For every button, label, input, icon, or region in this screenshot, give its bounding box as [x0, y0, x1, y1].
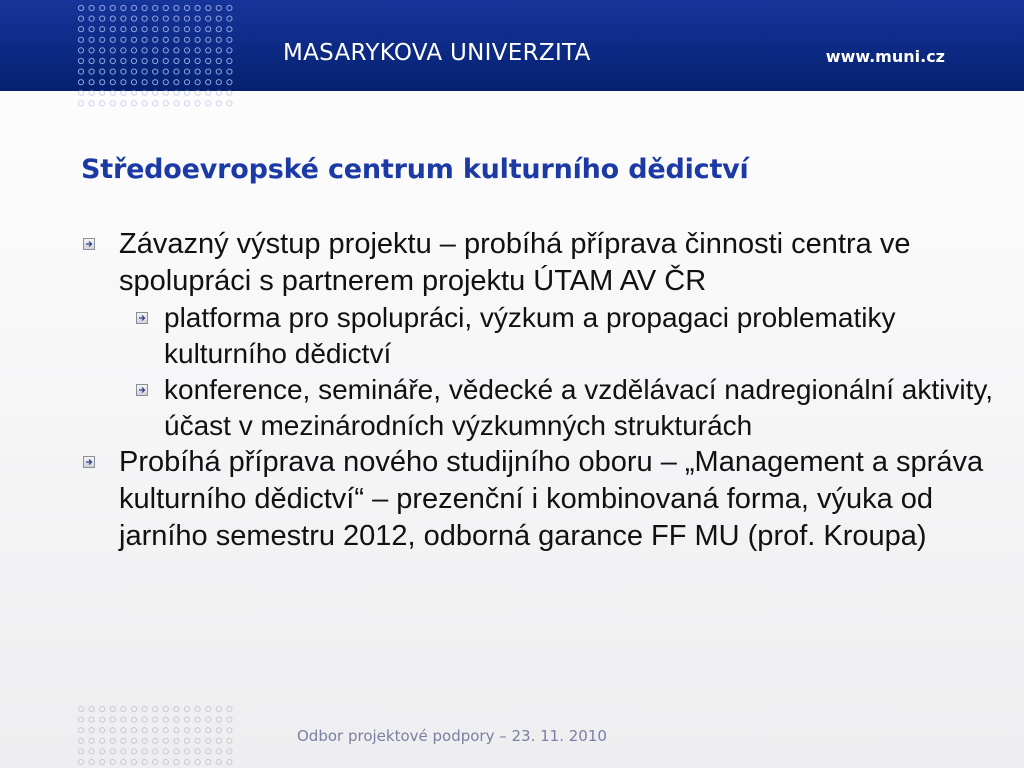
- dot: [110, 717, 115, 722]
- dot: [216, 759, 221, 764]
- dot: [206, 80, 211, 85]
- dot: [131, 27, 136, 32]
- dot: [195, 728, 200, 733]
- dot: [78, 69, 83, 74]
- dot: [195, 80, 200, 85]
- dot: [195, 749, 200, 754]
- dot: [142, 717, 147, 722]
- dot: [131, 759, 136, 764]
- dot: [163, 759, 168, 764]
- dot: [174, 27, 179, 32]
- dot: [153, 5, 158, 10]
- dot: [110, 58, 115, 63]
- dot: [174, 80, 179, 85]
- dot: [195, 58, 200, 63]
- dot: [142, 27, 147, 32]
- dot: [206, 759, 211, 764]
- dot: [121, 738, 126, 743]
- dot: [78, 101, 83, 106]
- dot: [121, 16, 126, 21]
- dot: [195, 706, 200, 711]
- dot: [195, 37, 200, 42]
- dot: [184, 80, 189, 85]
- dot: [206, 37, 211, 42]
- dot: [206, 749, 211, 754]
- dot: [121, 749, 126, 754]
- dot: [78, 738, 83, 743]
- dot: [89, 69, 94, 74]
- dot: [206, 90, 211, 95]
- dot: [142, 759, 147, 764]
- website-link[interactable]: www.muni.cz: [825, 47, 945, 66]
- bullet-text: Závazný výstup projektu – probíhá příprava činnosti centra ve spolupráci s partnerem projektu ÚTAM AV ČR: [119, 228, 911, 297]
- dot: [195, 90, 200, 95]
- dot: [121, 759, 126, 764]
- dot: [195, 48, 200, 53]
- dot: [163, 706, 168, 711]
- dot: [153, 80, 158, 85]
- dot: [153, 90, 158, 95]
- dot: [227, 749, 232, 754]
- dot: [131, 5, 136, 10]
- dot: [142, 90, 147, 95]
- dot: [89, 738, 94, 743]
- dot: [174, 37, 179, 42]
- dot: [163, 80, 168, 85]
- dot: [216, 706, 221, 711]
- dot: [121, 101, 126, 106]
- dot: [174, 706, 179, 711]
- dot: [163, 27, 168, 32]
- dot: [227, 58, 232, 63]
- dot: [174, 90, 179, 95]
- dot: [195, 738, 200, 743]
- dot: [131, 16, 136, 21]
- dot: [89, 749, 94, 754]
- dot: [216, 101, 221, 106]
- dot: [121, 706, 126, 711]
- dot: [89, 706, 94, 711]
- dot: [184, 16, 189, 21]
- dot: [206, 48, 211, 53]
- dot: [227, 27, 232, 32]
- dot: [153, 706, 158, 711]
- dot: [216, 58, 221, 63]
- dot: [78, 706, 83, 711]
- dot: [142, 101, 147, 106]
- dot: [131, 717, 136, 722]
- dot: [100, 101, 105, 106]
- dot: [100, 48, 105, 53]
- dot: [206, 16, 211, 21]
- dot: [153, 759, 158, 764]
- dot: [110, 69, 115, 74]
- dot: [153, 728, 158, 733]
- dot: [78, 48, 83, 53]
- dot: [216, 728, 221, 733]
- dot: [163, 5, 168, 10]
- dot: [131, 69, 136, 74]
- dot: [142, 738, 147, 743]
- dot: [78, 5, 83, 10]
- dot: [142, 69, 147, 74]
- dot: [131, 58, 136, 63]
- dot: [174, 749, 179, 754]
- arrow-box-icon: [83, 238, 95, 250]
- dot: [216, 717, 221, 722]
- dot: [131, 738, 136, 743]
- dot: [78, 759, 83, 764]
- arrow-box-icon: [136, 384, 148, 396]
- dot: [227, 37, 232, 42]
- dot: [110, 48, 115, 53]
- dot: [110, 749, 115, 754]
- bullet-text: Probíhá příprava nového studijního oboru – „Management a správa kulturního dědictví“ – prezenční i kombinovaná forma, výuka od jarního semestru 2012, odborná garance FF MU (prof. Kroupa): [119, 446, 984, 552]
- subbullet-text: konference, semináře, vědecké a vzdělávací nadregionální aktivity, účast v mezinárodních výzkumných strukturách: [164, 374, 994, 441]
- dot: [206, 706, 211, 711]
- dot: [121, 69, 126, 74]
- dot: [163, 717, 168, 722]
- dot: [121, 27, 126, 32]
- dot: [153, 101, 158, 106]
- dot: [110, 101, 115, 106]
- dot: [184, 5, 189, 10]
- dot: [142, 48, 147, 53]
- dot: [227, 728, 232, 733]
- dot: [184, 706, 189, 711]
- dot: [216, 37, 221, 42]
- dot: [216, 80, 221, 85]
- bullet-item: [80, 226, 1000, 300]
- dot: [78, 37, 83, 42]
- dot: [163, 48, 168, 53]
- dot: [227, 90, 232, 95]
- arrow-box-icon: [136, 312, 148, 324]
- dot: [89, 101, 94, 106]
- dot: [89, 5, 94, 10]
- dot: [110, 37, 115, 42]
- dot: [100, 16, 105, 21]
- dot: [184, 69, 189, 74]
- university-name: MASARYKOVA UNIVERZITA: [283, 40, 591, 66]
- dot: [153, 48, 158, 53]
- dot: [121, 90, 126, 95]
- dot: [100, 80, 105, 85]
- dot: [100, 90, 105, 95]
- dot: [153, 738, 158, 743]
- dot: [78, 27, 83, 32]
- dot: [78, 80, 83, 85]
- footer-text: Odbor projektové podpory – 23. 11. 2010: [297, 727, 607, 745]
- dot: [206, 738, 211, 743]
- dot: [195, 16, 200, 21]
- dot: [163, 749, 168, 754]
- dot: [163, 738, 168, 743]
- dot: [174, 759, 179, 764]
- dot: [227, 717, 232, 722]
- dot: [227, 69, 232, 74]
- subbullet-item: [80, 300, 1000, 372]
- dot: [110, 706, 115, 711]
- dot: [153, 69, 158, 74]
- dot: [216, 16, 221, 21]
- dot: [142, 16, 147, 21]
- dot: [131, 728, 136, 733]
- subbullet-text: platforma pro spolupráci, výzkum a propagaci problematiky kulturního dědictví: [164, 302, 896, 369]
- dot: [153, 749, 158, 754]
- dot: [142, 5, 147, 10]
- dot: [227, 101, 232, 106]
- dot: [89, 48, 94, 53]
- subbullet-item: [80, 372, 1000, 444]
- dot: [131, 80, 136, 85]
- dot: [78, 717, 83, 722]
- dot: [174, 717, 179, 722]
- dot: [184, 90, 189, 95]
- dot: [163, 37, 168, 42]
- dot: [163, 16, 168, 21]
- dot: [89, 717, 94, 722]
- dot: [78, 58, 83, 63]
- dot: [78, 728, 83, 733]
- dot: [184, 58, 189, 63]
- dot: [142, 706, 147, 711]
- dot: [216, 5, 221, 10]
- dot: [153, 37, 158, 42]
- dot: [110, 728, 115, 733]
- dot: [89, 759, 94, 764]
- dot: [206, 728, 211, 733]
- dot: [142, 80, 147, 85]
- dot: [227, 706, 232, 711]
- dot: [195, 717, 200, 722]
- dot: [89, 27, 94, 32]
- dot: [100, 37, 105, 42]
- dot: [89, 728, 94, 733]
- dot: [121, 717, 126, 722]
- dot: [131, 749, 136, 754]
- dot-grid-pattern-top: [76, 3, 241, 113]
- dot: [174, 58, 179, 63]
- dot: [184, 717, 189, 722]
- dot: [163, 101, 168, 106]
- arrow-box-icon: [83, 456, 95, 468]
- dot: [131, 90, 136, 95]
- dot-grid-pattern-bottom: [76, 704, 241, 768]
- dot: [142, 749, 147, 754]
- slide-title: Středoevropské centrum kulturního dědictví: [81, 154, 749, 185]
- dot: [174, 5, 179, 10]
- dot: [227, 5, 232, 10]
- dot: [142, 37, 147, 42]
- dot: [110, 80, 115, 85]
- dot: [121, 58, 126, 63]
- dot: [110, 759, 115, 764]
- dot: [174, 738, 179, 743]
- dot: [184, 738, 189, 743]
- dot: [110, 16, 115, 21]
- dot: [142, 58, 147, 63]
- dot: [89, 37, 94, 42]
- dot: [227, 738, 232, 743]
- dot: [174, 48, 179, 53]
- header-bar: [0, 0, 1024, 91]
- dot: [163, 728, 168, 733]
- dot: [184, 27, 189, 32]
- dot: [174, 728, 179, 733]
- dot: [78, 749, 83, 754]
- dot: [121, 728, 126, 733]
- dot: [100, 27, 105, 32]
- dot: [163, 90, 168, 95]
- dot: [78, 16, 83, 21]
- dot: [121, 5, 126, 10]
- dot: [206, 58, 211, 63]
- dot: [216, 27, 221, 32]
- dot: [206, 27, 211, 32]
- dot: [163, 69, 168, 74]
- dot: [206, 69, 211, 74]
- dot: [110, 90, 115, 95]
- dot: [100, 717, 105, 722]
- bullet-item: [80, 444, 1000, 555]
- dot: [206, 5, 211, 10]
- dot: [153, 16, 158, 21]
- dot: [89, 80, 94, 85]
- dot: [216, 738, 221, 743]
- dot: [89, 16, 94, 21]
- dot: [174, 16, 179, 21]
- dot: [163, 58, 168, 63]
- dot: [184, 749, 189, 754]
- dot: [78, 90, 83, 95]
- dot: [100, 706, 105, 711]
- dot: [216, 69, 221, 74]
- dot: [184, 37, 189, 42]
- dot: [121, 37, 126, 42]
- dot: [195, 27, 200, 32]
- slide-content: [80, 226, 1000, 555]
- dot: [206, 717, 211, 722]
- dot: [121, 80, 126, 85]
- dot: [174, 101, 179, 106]
- dot: [184, 48, 189, 53]
- dot: [110, 738, 115, 743]
- dot: [206, 101, 211, 106]
- dot: [216, 749, 221, 754]
- dot: [100, 69, 105, 74]
- dot: [142, 728, 147, 733]
- dot: [89, 90, 94, 95]
- dot: [184, 101, 189, 106]
- dot: [131, 101, 136, 106]
- dot: [121, 48, 126, 53]
- dot: [174, 69, 179, 74]
- dot: [227, 16, 232, 21]
- dot: [100, 728, 105, 733]
- dot: [100, 58, 105, 63]
- dot: [216, 90, 221, 95]
- dot: [227, 80, 232, 85]
- dot: [110, 5, 115, 10]
- dot: [153, 27, 158, 32]
- dot: [216, 48, 221, 53]
- dot: [110, 27, 115, 32]
- dot: [153, 58, 158, 63]
- dot: [195, 69, 200, 74]
- dot: [227, 759, 232, 764]
- dot: [153, 717, 158, 722]
- dot: [100, 749, 105, 754]
- dot: [131, 37, 136, 42]
- dot: [131, 706, 136, 711]
- dot: [195, 5, 200, 10]
- dot: [100, 738, 105, 743]
- dot: [131, 48, 136, 53]
- dot: [184, 728, 189, 733]
- dot: [100, 5, 105, 10]
- dot: [195, 759, 200, 764]
- dot: [195, 101, 200, 106]
- dot: [227, 48, 232, 53]
- dot: [184, 759, 189, 764]
- dot: [89, 58, 94, 63]
- dot: [100, 759, 105, 764]
